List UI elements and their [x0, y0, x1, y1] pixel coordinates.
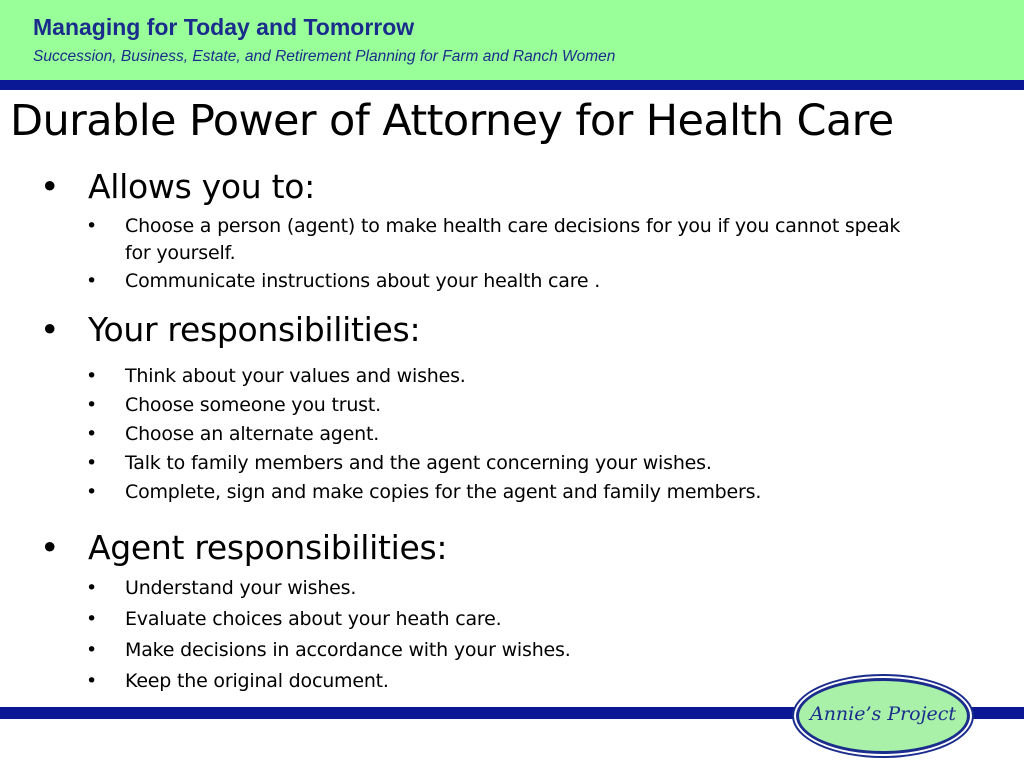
annies-project-logo: [796, 678, 970, 754]
list-item-text: Make decisions in accordance with your wishes.: [125, 639, 571, 661]
section-heading-text: Allows you to:: [88, 167, 315, 206]
logo-text: Annie’s Project: [809, 703, 957, 725]
section-heading-text: Your responsibilities:: [88, 310, 421, 349]
list-item-text: Choose an alternate agent.: [125, 423, 380, 445]
list-item-text: Evaluate choices about your heath care.: [125, 608, 502, 630]
bullet-icon: •: [86, 365, 98, 387]
bullet-icon: •: [40, 167, 60, 206]
bullet-icon: •: [86, 577, 98, 599]
list-item-text: Choose a person (agent) to make health care decisions for you if you cannot speak for yourself.: [125, 215, 901, 264]
bullet-icon: •: [86, 670, 98, 692]
list-item-text: Communicate instructions about your health care .: [125, 270, 601, 292]
list-item-text: Choose someone you trust.: [125, 394, 381, 416]
bullet-icon: •: [86, 215, 98, 237]
header-divider: [0, 80, 1024, 90]
banner-subtitle: Succession, Business, Estate, and Retirement Planning for Farm and Ranch Women: [33, 48, 616, 65]
bullet-icon: •: [40, 528, 60, 567]
slide-title: Durable Power of Attorney for Health Care: [10, 96, 894, 146]
banner-title: Managing for Today and Tomorrow: [33, 14, 415, 40]
bullet-icon: •: [40, 310, 60, 349]
bullet-icon: •: [86, 639, 98, 661]
section-heading-text: Agent responsibilities:: [88, 528, 448, 567]
bullet-icon: •: [86, 608, 98, 630]
list-item-text: Talk to family members and the agent concerning your wishes.: [125, 452, 712, 474]
bullet-icon: •: [86, 423, 98, 445]
list-item-text: Think about your values and wishes.: [125, 365, 466, 387]
bullet-icon: •: [86, 270, 98, 292]
list-item-text: Complete, sign and make copies for the agent and family members.: [125, 481, 762, 503]
bullet-icon: •: [86, 481, 98, 503]
bullet-icon: •: [86, 452, 98, 474]
bullet-icon: •: [86, 394, 98, 416]
header-banner: [0, 0, 1024, 80]
list-item-text: Understand your wishes.: [125, 577, 357, 599]
list-item-text: Keep the original document.: [125, 670, 389, 692]
